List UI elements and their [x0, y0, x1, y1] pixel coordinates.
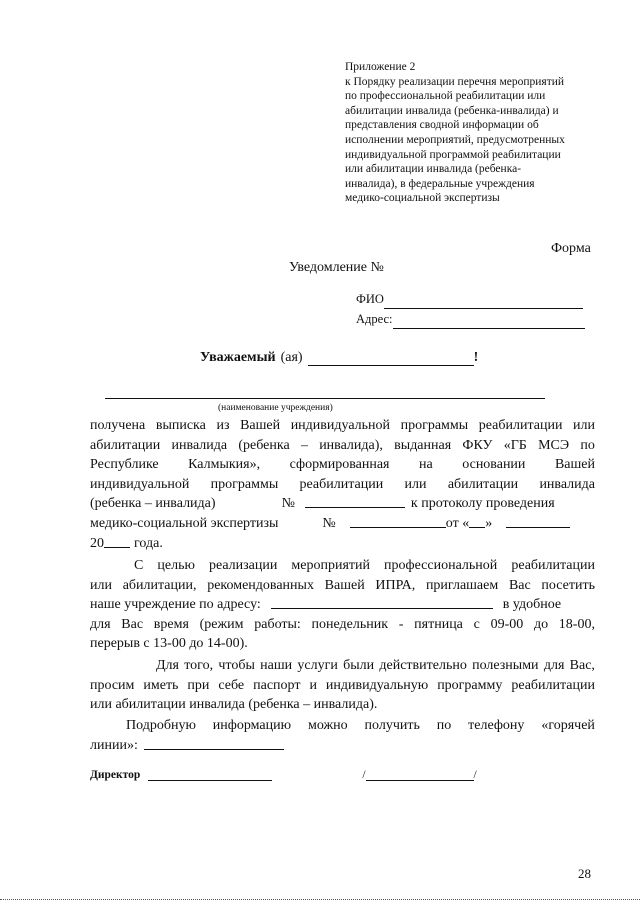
word: и: [309, 677, 317, 693]
word: получена: [90, 418, 146, 433]
text-fragment: перерыв с 13-00 до 14-00).: [90, 636, 248, 652]
text-fragment: года.: [134, 535, 163, 551]
number-sign: №: [322, 515, 336, 531]
text-line: [90, 695, 595, 715]
text-fragment: или абилитации инвалида (ребенка – инвалида).: [90, 697, 378, 713]
appendix-line: Приложение 2: [345, 61, 416, 73]
word: были: [343, 658, 375, 673]
word: (ребенка: [238, 437, 290, 453]
text-line: [90, 534, 595, 554]
text-line: [90, 436, 595, 456]
appendix-line: или абилитации инвалида (ребенка-: [345, 163, 522, 176]
word: рекомендованных: [207, 577, 314, 593]
word: мероприятий: [291, 558, 371, 573]
address-field[interactable]: [393, 316, 585, 329]
number-sign: №: [281, 496, 295, 512]
word: реабилитации: [511, 677, 595, 693]
greeting: [200, 350, 478, 366]
word: индивидуальную: [325, 677, 429, 693]
text-line: [90, 494, 595, 514]
fio-label: ФИО: [356, 292, 384, 306]
word: до: [533, 616, 549, 632]
visit-address-field[interactable]: [271, 595, 493, 609]
word: Вас: [121, 616, 144, 632]
word: абилитации: [447, 476, 519, 492]
word: программу: [437, 677, 503, 693]
word: инвалида: [539, 476, 595, 492]
word: из: [216, 418, 230, 433]
text-line: [90, 615, 595, 635]
text-line: [90, 736, 595, 756]
greeting-suffix: (ая): [280, 350, 303, 365]
protocol-month-field[interactable]: [506, 514, 570, 528]
word: просим: [90, 677, 135, 693]
word: программы: [400, 418, 469, 433]
word: или: [404, 476, 427, 492]
word: Вашей: [240, 418, 281, 433]
appendix-line: инвалида), в федеральные учреждения: [345, 177, 535, 190]
word: основании: [462, 457, 526, 473]
text-line: [90, 676, 595, 696]
word: пятница: [414, 616, 463, 632]
word: 09-00: [490, 616, 524, 632]
appendix-line: индивидуальной программой реабилитации: [345, 148, 561, 161]
appendix-line: абилитации инвалида (ребенка-инвалида) и: [345, 104, 559, 117]
word: «ГБ: [503, 437, 527, 453]
text-fragment: (ребенка – инвалида): [90, 496, 216, 512]
document-title: Уведомление №: [289, 260, 384, 275]
text-fragment: 20: [90, 535, 104, 551]
appendix-line: по профессиональной реабилитации или: [345, 90, 546, 103]
word: инвалида),: [319, 437, 383, 453]
word: паспорт: [253, 677, 301, 693]
word: С: [134, 558, 144, 573]
signature-line: [90, 768, 477, 781]
address-label: Адрес:: [356, 312, 393, 326]
word: МСЭ: [538, 437, 570, 453]
ipra-number-field[interactable]: [305, 494, 405, 508]
word: с: [473, 616, 480, 632]
greeting-exclamation: !: [473, 350, 479, 365]
text-line: [90, 716, 595, 736]
word: чтобы: [218, 658, 255, 673]
word: получить: [364, 718, 420, 733]
word: выданная: [394, 437, 452, 453]
recipient-block: [356, 289, 585, 329]
word: 18-00,: [558, 616, 595, 632]
word: приглашаем: [425, 577, 499, 593]
word: по: [580, 437, 595, 453]
word: программы: [210, 476, 279, 492]
paragraph-4: [90, 716, 595, 755]
text-line: [90, 455, 595, 475]
word: Вас,: [569, 658, 595, 673]
word: или: [90, 577, 112, 593]
word: иметь: [143, 677, 179, 693]
slash: /: [473, 769, 477, 781]
text-line: [90, 656, 595, 676]
text-line: [90, 556, 595, 576]
word: полезными: [472, 658, 539, 673]
word: услуги: [297, 658, 338, 673]
word: телефону: [468, 718, 525, 733]
appendix-line: медико-социальной экспертизы: [345, 192, 500, 205]
word: -: [398, 616, 404, 632]
word: Вашей: [554, 457, 595, 473]
form-label: Форма: [551, 241, 591, 256]
word: Для: [156, 658, 179, 673]
text-fragment: от «: [445, 515, 470, 531]
word: Подробную: [126, 718, 196, 733]
word: (режим: [199, 616, 244, 632]
word: при: [187, 677, 210, 693]
page-bottom-edge: [0, 899, 640, 900]
page-number: 28: [578, 866, 591, 881]
slash: /: [362, 769, 366, 781]
text-fragment: медико-социальной экспертизы: [90, 515, 279, 531]
institution-caption: (наименование учреждения): [218, 403, 333, 413]
word: работы:: [254, 616, 301, 632]
director-label: Директор: [90, 769, 141, 781]
greeting-bold: Уважаемый: [200, 350, 276, 365]
institution-field[interactable]: [105, 398, 545, 399]
text-line: [90, 514, 595, 534]
text-fragment: линии»:: [90, 737, 138, 753]
text-fragment: к протоколу проведения: [410, 496, 555, 512]
hotline-phone-field[interactable]: [144, 736, 284, 750]
word: ИПРА,: [375, 577, 416, 593]
word: абилитации: [90, 437, 161, 453]
paragraph-3: [90, 656, 595, 715]
word: Республике: [90, 457, 159, 473]
word: индивидуальной: [290, 418, 391, 433]
addressee-name-field[interactable]: [308, 351, 474, 366]
word: Вас: [508, 577, 531, 593]
word: по: [436, 718, 452, 733]
word: Вашей: [324, 577, 365, 593]
word: понедельник: [311, 616, 389, 632]
protocol-day-field[interactable]: [469, 514, 485, 528]
text-fragment: »: [485, 515, 493, 531]
word: реабилитации: [299, 476, 384, 492]
text-line: [90, 416, 595, 436]
director-name-field[interactable]: [366, 768, 474, 781]
text-line: [90, 576, 595, 596]
word: выписка: [155, 418, 206, 433]
word: наши: [260, 658, 293, 673]
fio-field[interactable]: [384, 296, 583, 309]
word: –: [300, 437, 308, 453]
word: можно: [307, 718, 348, 733]
word: реабилитации: [511, 558, 595, 573]
word: профессиональной: [384, 558, 498, 573]
paragraph-2: [90, 556, 595, 654]
word: целью: [157, 558, 195, 573]
word: для: [90, 616, 111, 632]
word: или: [573, 418, 595, 433]
text-line: [90, 595, 595, 615]
director-signature-field[interactable]: [148, 768, 272, 781]
word: Калмыкия»,: [188, 457, 261, 473]
text-line: [90, 634, 595, 654]
word: для: [543, 658, 565, 673]
word: информацию: [212, 718, 292, 733]
protocol-year-field[interactable]: [104, 534, 130, 548]
word: ФКУ: [462, 437, 493, 453]
word: посетить: [541, 577, 595, 593]
word: действительно: [379, 658, 467, 673]
word: себе: [218, 677, 245, 693]
word: инвалида: [171, 437, 228, 453]
appendix-heading: [345, 60, 605, 206]
text-fragment: в удобное: [502, 597, 562, 613]
appendix-line: исполнении мероприятий, предусмотренных: [345, 133, 565, 146]
paragraph-1: [90, 416, 595, 553]
word: реализации: [208, 558, 278, 573]
word: индивидуальной: [90, 476, 190, 492]
text-line: [90, 475, 595, 495]
text-fragment: наше учреждение по адресу:: [90, 597, 261, 613]
protocol-number-field[interactable]: [350, 514, 446, 528]
word: «горячей: [541, 718, 595, 733]
appendix-line: к Порядку реализации перечня мероприятий: [345, 75, 565, 88]
word: на: [419, 457, 433, 473]
word: реабилитации: [478, 418, 563, 433]
word: время: [153, 616, 189, 632]
word: сформированная: [289, 457, 390, 473]
appendix-line: представления сводной информации об: [345, 119, 539, 132]
word: того,: [184, 658, 214, 673]
word: абилитации,: [122, 577, 197, 593]
